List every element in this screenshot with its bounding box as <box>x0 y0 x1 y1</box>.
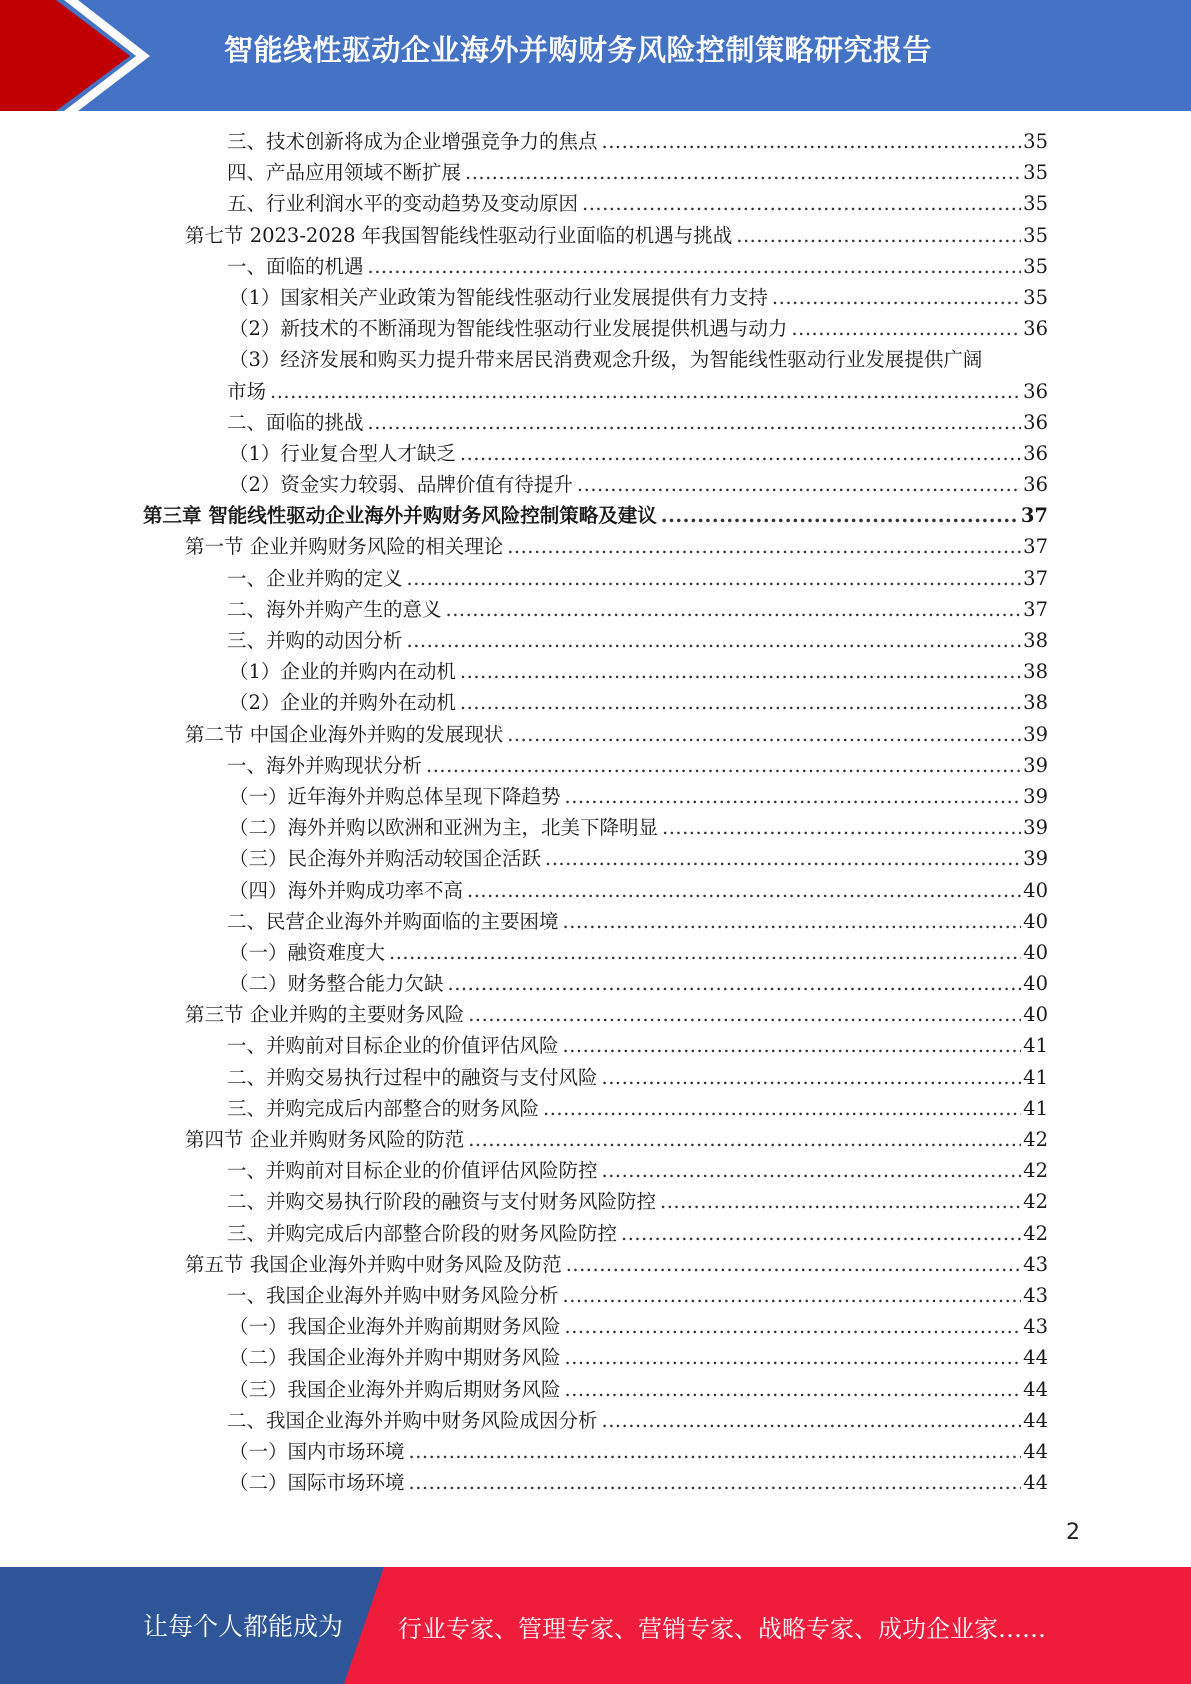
toc-entry[interactable] <box>0 750 1191 781</box>
toc-entry[interactable] <box>0 999 1191 1030</box>
toc-dot-leader <box>563 1030 1022 1061</box>
toc-dot-leader <box>660 1186 1021 1217</box>
toc-entry-label: 第三节 企业并购的主要财务风险 <box>185 1003 465 1027</box>
toc-entry[interactable] <box>0 157 1191 188</box>
toc-entry[interactable] <box>0 1436 1191 1467</box>
table-of-contents <box>0 126 1191 1498</box>
header-title: 智能线性驱动企业海外并购财务风险控制策略研究报告 <box>224 33 933 67</box>
toc-entry-label: （二）财务整合能力欠缺 <box>229 972 444 996</box>
toc-dot-leader <box>460 656 1021 687</box>
toc-entry[interactable] <box>0 1311 1191 1342</box>
toc-dot-leader <box>563 906 1022 937</box>
toc-page-number: 39 <box>1023 784 1048 808</box>
toc-page-number: 36 <box>1023 317 1048 341</box>
toc-page-number: 41 <box>1023 1065 1048 1089</box>
toc-dot-leader <box>602 126 1022 157</box>
toc-page-number: 43 <box>1023 1252 1048 1276</box>
toc-entry[interactable] <box>0 1093 1191 1124</box>
toc-page-number: 43 <box>1023 1283 1048 1307</box>
toc-entry-label: 二、并购交易执行过程中的融资与支付风险 <box>227 1065 598 1089</box>
toc-entry-label: 一、并购前对目标企业的价值评估风险 <box>227 1034 559 1058</box>
toc-entry-label: 第二节 中国企业海外并购的发展现状 <box>185 722 504 746</box>
toc-dot-leader <box>446 594 1022 625</box>
toc-entry-label: （一）近年海外并购总体呈现下降趋势 <box>229 784 561 808</box>
toc-entry[interactable] <box>0 1155 1191 1186</box>
toc-page-number: 36 <box>1023 441 1048 465</box>
toc-page-number: 40 <box>1023 940 1048 964</box>
toc-dot-leader <box>545 843 1021 874</box>
toc-page-number: 40 <box>1023 972 1048 996</box>
toc-entry-label: 一、并购前对目标企业的价值评估风险防控 <box>227 1159 598 1183</box>
toc-entry-label: 三、并购完成后内部整合的财务风险 <box>227 1096 540 1120</box>
toc-dot-leader <box>661 500 1019 531</box>
toc-page-number: 35 <box>1023 223 1048 247</box>
toc-entry-label: （三）民企海外并购活动较国企活跃 <box>229 847 542 871</box>
toc-entry[interactable] <box>0 625 1191 656</box>
toc-entry[interactable] <box>0 1124 1191 1155</box>
toc-entry-label: 二、面临的挑战 <box>227 410 364 434</box>
toc-entry[interactable] <box>0 1467 1191 1498</box>
toc-entry-label: （二）国际市场环境 <box>229 1471 405 1495</box>
toc-dot-leader <box>582 188 1021 219</box>
toc-dot-leader <box>565 1374 1022 1405</box>
toc-entry-label: 二、我国企业海外并购中财务风险成因分析 <box>227 1408 598 1432</box>
toc-entry[interactable] <box>0 1405 1191 1436</box>
toc-page-number: 35 <box>1023 130 1048 153</box>
toc-page-number: 38 <box>1023 691 1048 715</box>
toc-page-number: 39 <box>1023 722 1048 746</box>
toc-entry[interactable] <box>0 188 1191 219</box>
toc-entry[interactable] <box>0 1218 1191 1249</box>
toc-entry-label: 二、民营企业海外并购面临的主要困境 <box>227 909 559 933</box>
toc-page-number: 35 <box>1023 192 1048 216</box>
toc-entry[interactable] <box>0 563 1191 594</box>
toc-entry-label: （2）企业的并购外在动机 <box>229 691 456 715</box>
toc-dot-leader <box>602 1155 1022 1186</box>
page-footer <box>0 1567 1191 1684</box>
toc-page-number: 41 <box>1023 1034 1048 1058</box>
toc-page-number: 44 <box>1023 1377 1048 1401</box>
toc-dot-leader <box>448 968 1022 999</box>
toc-dot-leader <box>565 1342 1022 1373</box>
toc-dot-leader <box>407 625 1022 656</box>
toc-dot-leader <box>368 407 1022 438</box>
toc-dot-leader <box>736 220 1021 251</box>
toc-page-number: 35 <box>1023 161 1048 185</box>
toc-entry-label: 二、海外并购产生的意义 <box>227 597 442 621</box>
toc-entry-label: 二、并购交易执行阶段的融资与支付财务风险防控 <box>227 1190 657 1214</box>
toc-dot-leader <box>467 875 1021 906</box>
toc-entry[interactable] <box>0 220 1191 251</box>
toc-dot-leader <box>563 1280 1022 1311</box>
toc-entry[interactable] <box>0 1342 1191 1373</box>
toc-entry[interactable] <box>0 937 1191 968</box>
toc-entry[interactable] <box>0 1374 1191 1405</box>
toc-dot-leader <box>270 376 1021 407</box>
toc-entry-label: 四、产品应用领域不断扩展 <box>227 161 462 185</box>
toc-dot-leader <box>465 157 1021 188</box>
toc-page-number: 39 <box>1023 847 1048 871</box>
toc-page-number: 41 <box>1023 1096 1048 1120</box>
page-number: 2 <box>1066 1520 1080 1545</box>
toc-page-number: 39 <box>1023 816 1048 840</box>
toc-dot-leader <box>507 719 1021 750</box>
toc-entry[interactable] <box>0 1062 1191 1093</box>
toc-entry-label: （二）我国企业海外并购中期财务风险 <box>229 1346 561 1370</box>
toc-entry[interactable] <box>0 594 1191 625</box>
toc-dot-leader <box>565 781 1022 812</box>
toc-entry[interactable] <box>0 812 1191 843</box>
toc-entry-label: （一）我国企业海外并购前期财务风险 <box>229 1315 561 1339</box>
toc-dot-leader <box>602 1062 1022 1093</box>
toc-entry[interactable] <box>0 126 1191 157</box>
toc-entry[interactable] <box>0 968 1191 999</box>
toc-entry-label: 第一节 企业并购财务风险的相关理论 <box>185 535 504 559</box>
toc-dot-leader <box>409 1436 1022 1467</box>
toc-dot-leader <box>662 812 1021 843</box>
toc-entry-label: 一、我国企业海外并购中财务风险分析 <box>227 1283 559 1307</box>
toc-entry[interactable] <box>0 313 1191 344</box>
toc-entry[interactable] <box>0 438 1191 469</box>
toc-page-number: 44 <box>1023 1346 1048 1370</box>
toc-page-number: 42 <box>1023 1221 1048 1245</box>
toc-entry-label: 一、企业并购的定义 <box>227 566 403 590</box>
toc-entry[interactable] <box>0 1186 1191 1217</box>
toc-dot-leader <box>507 531 1021 562</box>
toc-entry-label: 三、并购完成后内部整合阶段的财务风险防控 <box>227 1221 618 1245</box>
toc-page-number: 40 <box>1023 1003 1048 1027</box>
toc-entry-label: （2）资金实力较弱、品牌价值有待提升 <box>229 473 573 497</box>
toc-entry-label: （1）企业的并购内在动机 <box>229 660 456 684</box>
toc-entry[interactable] <box>0 469 1191 500</box>
toc-entry[interactable] <box>0 407 1191 438</box>
toc-entry-label: （3）经济发展和购买力提升带来居民消费观念升级，为智能线性驱动行业发展提供广阔 <box>229 348 983 372</box>
toc-page-number: 42 <box>1023 1159 1048 1183</box>
toc-entry-label: 第四节 企业并购财务风险的防范 <box>185 1128 465 1151</box>
toc-page-number: 40 <box>1023 909 1048 933</box>
toc-page-number: 36 <box>1023 379 1048 403</box>
toc-dot-leader <box>389 937 1021 968</box>
toc-entry[interactable] <box>0 656 1191 687</box>
toc-dot-leader <box>772 282 1021 313</box>
toc-entry-label: 第三章 智能线性驱动企业海外并购财务风险控制策略及建议 <box>143 504 657 528</box>
toc-entry-label: （2）新技术的不断涌现为智能线性驱动行业发展提供机遇与动力 <box>229 317 788 341</box>
toc-dot-leader <box>566 1249 1021 1280</box>
toc-page-number: 44 <box>1023 1471 1048 1495</box>
toc-entry-label: （1）行业复合型人才缺乏 <box>229 441 456 465</box>
toc-page-number: 44 <box>1023 1408 1048 1432</box>
toc-dot-leader <box>409 1467 1022 1498</box>
toc-entry[interactable] <box>0 906 1191 937</box>
toc-dot-leader <box>426 750 1021 781</box>
toc-entry[interactable] <box>0 1280 1191 1311</box>
toc-entry[interactable] <box>0 687 1191 718</box>
toc-entry[interactable] <box>0 875 1191 906</box>
toc-entry[interactable] <box>0 282 1191 313</box>
toc-page-number: 42 <box>1023 1128 1048 1151</box>
toc-entry-label: （四）海外并购成功率不高 <box>229 878 464 902</box>
toc-entry-label: （1）国家相关产业政策为智能线性驱动行业发展提供有力支持 <box>229 285 768 309</box>
toc-entry[interactable] <box>0 1030 1191 1061</box>
toc-chapter-entry[interactable] <box>0 500 1191 531</box>
toc-entry[interactable] <box>0 781 1191 812</box>
toc-dot-leader <box>602 1405 1022 1436</box>
toc-entry-label: 一、面临的机遇 <box>227 254 364 278</box>
toc-dot-leader <box>565 1311 1022 1342</box>
toc-entry-label: 一、海外并购现状分析 <box>227 753 423 777</box>
toc-entry-label: 市场 <box>227 379 267 403</box>
toc-page-number: 38 <box>1023 660 1048 684</box>
toc-dot-leader <box>621 1218 1021 1249</box>
footer-slogan-left: 让每个人都能成为 <box>143 1612 344 1641</box>
toc-entry-label: （二）海外并购以欧洲和亚洲为主，北美下降明显 <box>229 816 659 840</box>
toc-page-number: 35 <box>1023 254 1048 278</box>
toc-dot-leader <box>791 313 1021 344</box>
footer-slogan-right: 行业专家、管理专家、营销专家、战略专家、成功企业家…… <box>398 1615 1046 1643</box>
toc-entry[interactable] <box>0 843 1191 874</box>
toc-dot-leader <box>577 469 1021 500</box>
toc-page-number: 39 <box>1023 753 1048 777</box>
toc-entry-label: （三）我国企业海外并购后期财务风险 <box>229 1377 561 1401</box>
toc-dot-leader <box>460 438 1021 469</box>
toc-entry[interactable] <box>0 719 1191 750</box>
toc-page-number: 44 <box>1023 1439 1048 1463</box>
toc-page-number: 36 <box>1023 473 1048 497</box>
toc-dot-leader <box>460 687 1021 718</box>
toc-dot-leader <box>468 999 1021 1030</box>
toc-page-number: 37 <box>1023 566 1048 590</box>
page-header <box>0 0 1191 111</box>
toc-entry-label: 五、行业利润水平的变动趋势及变动原因 <box>227 192 579 216</box>
toc-dot-leader <box>543 1093 1021 1124</box>
toc-entry[interactable] <box>0 1249 1191 1280</box>
toc-entry[interactable] <box>0 251 1191 282</box>
toc-entry-label: （一）国内市场环境 <box>229 1439 405 1463</box>
toc-page-number: 37 <box>1023 597 1048 621</box>
toc-entry-label: 第五节 我国企业海外并购中财务风险及防范 <box>185 1252 562 1276</box>
toc-entry-label: 第七节 2023-2028 年我国智能线性驱动行业面临的机遇与挑战 <box>185 223 733 247</box>
toc-page-number: 40 <box>1023 878 1048 902</box>
toc-entry[interactable] <box>0 344 1191 375</box>
toc-page-number: 43 <box>1023 1315 1048 1339</box>
toc-entry-label: （一）融资难度大 <box>229 940 386 964</box>
toc-page-number: 42 <box>1023 1190 1048 1214</box>
toc-entry-continuation[interactable] <box>0 376 1191 407</box>
toc-page-number: 37 <box>1023 535 1048 559</box>
toc-page-number: 38 <box>1023 629 1048 652</box>
toc-entry-label: 三、并购的动因分析 <box>227 629 403 652</box>
toc-page-number: 36 <box>1023 410 1048 434</box>
toc-page-number: 35 <box>1023 285 1048 309</box>
toc-dot-leader <box>368 251 1022 282</box>
toc-page-number: 37 <box>1020 504 1048 528</box>
toc-entry-label: 三、技术创新将成为企业增强竞争力的焦点 <box>227 130 598 153</box>
toc-dot-leader <box>407 563 1022 594</box>
toc-dot-leader <box>468 1124 1021 1155</box>
toc-entry[interactable] <box>0 531 1191 562</box>
